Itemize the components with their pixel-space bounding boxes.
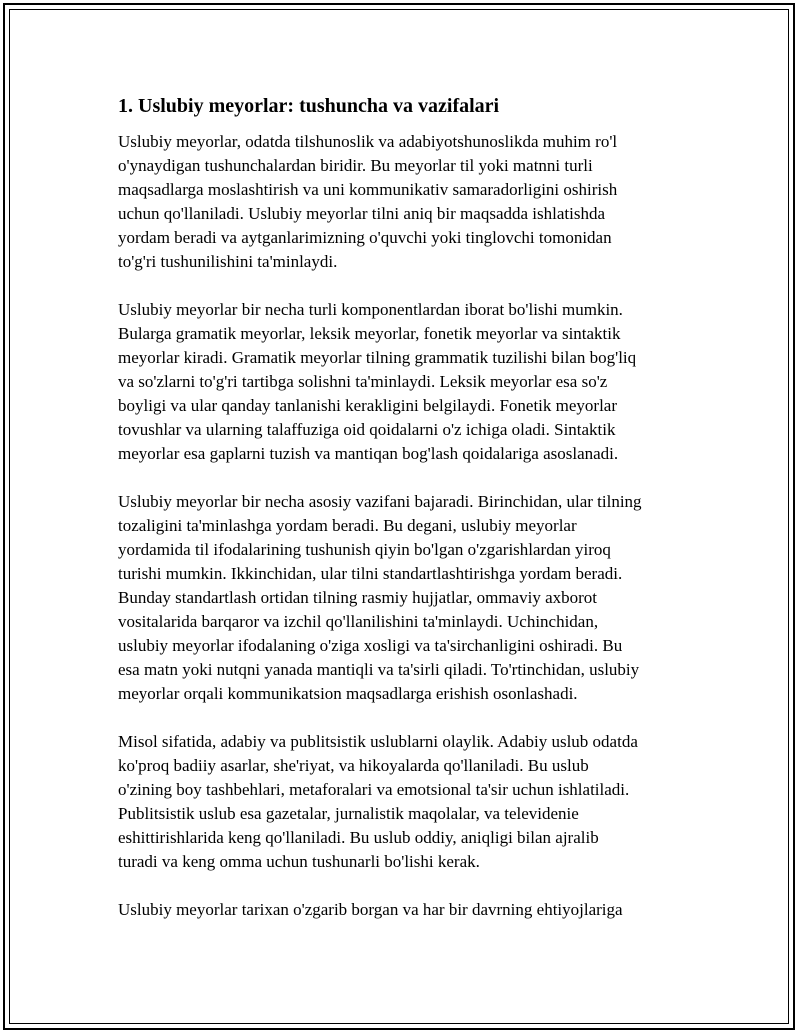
document-body [118,92,698,946]
paragraph-1: Uslubiy meyorlar, odatda tilshunoslik va adabiyotshunoslikda muhim ro'l o'ynaydigan tushunchalardan biridir. Bu meyorlar til yoki matnni turli maqsadlarga moslashtirish va uni kommunikativ samaradorligini oshirish uchun qo'llaniladi. Uslubiy meyorlar tilni aniq bir maqsadda ishlatishda yordam beradi va aytganlarimizning o'quvchi yoki tinglovchi tomonidan to'g'ri tushunilishini ta'minlaydi. [118,132,618,271]
section-heading: 1. Uslubiy meyorlar: tushuncha va vazifalari [118,95,500,117]
paragraph-4: Misol sifatida, adabiy va publitsistik uslublarni olaylik. Adabiy uslub odatda ko'proq badiiy asarlar, she'riyat, va hikoyalarda qo'llaniladi. Bu uslub o'zining boy tashbehlari, metaforalari va emotsional ta'sir uchun ishlatiladi. Publitsistik uslub esa gazetalar, jurnalistik maqolalar, va televidenie eshittirishlarida keng qo'llaniladi. Bu uslub oddiy, aniqligi bilan ajralib turadi va keng omma uchun tushunarli bo'lishi kerak. [118,732,638,871]
paragraph-3: Uslubiy meyorlar bir necha asosiy vazifani bajaradi. Birinchidan, ular tilning tozaligini ta'minlashga yordam beradi. Bu degani, uslubiy meyorlar yordamida til ifodalarining tushunish qiyin bo'lgan o'zgarishlardan yiroq turishi mumkin. Ikkinchidan, ular tilni standartlashtirishga yordam beradi. Bunday standartlash ortidan tilning rasmiy hujjatlar, ommaviy axborot vositalarida barqaror va izchil qo'llanilishini ta'minlaydi. Uchinchidan, uslubiy meyorlar ifodalaning o'ziga xosligi va ta'sirchanligini oshiradi. Bu esa matn yoki nutqni yanada mantiqli va ta'sirli qiladi. To'rtinchidan, uslubiy meyorlar orqali kommunikatsion maqsadlarga erishish osonlashadi. [118,492,642,703]
paragraph-2: Uslubiy meyorlar bir necha turli komponentlardan iborat bo'lishi mumkin. Bularga gramatik meyorlar, leksik meyorlar, fonetik meyorlar va sintaktik meyorlar kiradi. Gramatik meyorlar tilning grammatik tuzilishi bilan bog'liq va so'zlarni to'g'ri tartibga solishni ta'minlaydi. Leksik meyorlar esa so'z boyligi va ular qanday tanlanishi kerakligini belgilaydi. Fonetik meyorlar tovushlar va ularning talaffuziga oid qoidalarni o'z ichiga oladi. Sintaktik meyorlar esa gaplarni tuzish va mantiqan bog'lash qoidalariga asoslanadi. [118,300,637,463]
paragraph-5: Uslubiy meyorlar tarixan o'zgarib borgan va har bir davrning ehtiyojlariga [118,900,623,919]
